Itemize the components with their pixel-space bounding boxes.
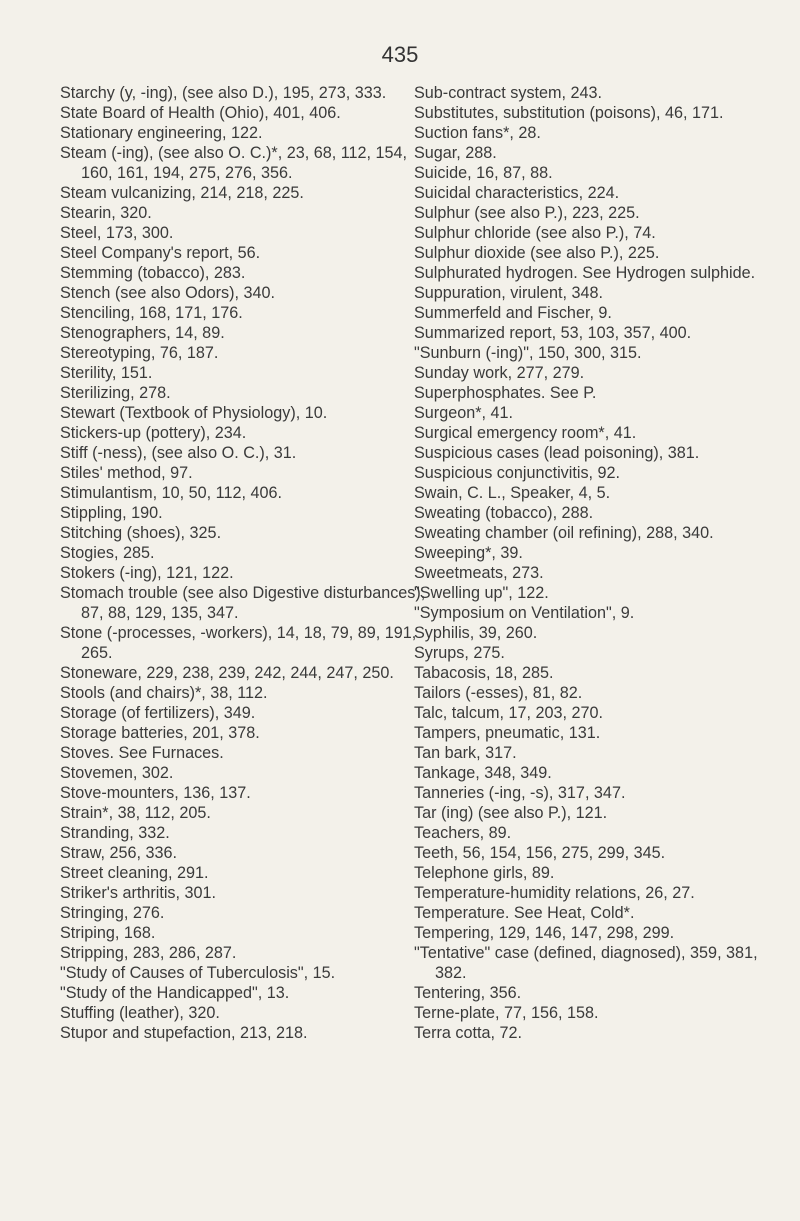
index-entry: Steel Company's report, 56. xyxy=(60,244,261,262)
index-entry: Steam (-ing), (see also O. C.)*, 23, 68, 112, 154, 160, 161, 194, 275, 276, 356. xyxy=(60,144,407,182)
index-entry: Terra cotta, 72. xyxy=(414,1024,522,1042)
index-entry: Stranding, 332. xyxy=(60,824,170,842)
index-entry: Stationary engineering, 122. xyxy=(60,124,263,142)
index-entry: Tempering, 129, 146, 147, 298, 299. xyxy=(414,924,675,942)
index-entry: Stewart (Textbook of Physiology), 10. xyxy=(60,404,328,422)
index-entry: Stenographers, 14, 89. xyxy=(60,324,225,342)
index-entry: Tampers, pneumatic, 131. xyxy=(414,724,601,742)
index-entry: Stitching (shoes), 325. xyxy=(60,524,222,542)
index-entry: Sweating (tobacco), 288. xyxy=(414,504,594,522)
index-entry: Stools (and chairs)*, 38, 112. xyxy=(60,684,268,702)
index-entry: Stone (-processes, -workers), 14, 18, 79, 89, 191, 265. xyxy=(60,624,417,662)
index-entry: Storage (of fertilizers), 349. xyxy=(60,704,256,722)
index-entry: Sterilizing, 278. xyxy=(60,384,171,402)
index-entry: Sulphurated hydrogen. See Hydrogen sulphide. xyxy=(414,264,756,282)
index-entry: Tankage, 348, 349. xyxy=(414,764,552,782)
index-entry: Starchy (y, -ing), (see also D.), 195, 273, 333. xyxy=(60,84,387,102)
index-entry: Teeth, 56, 154, 156, 275, 299, 345. xyxy=(414,844,666,862)
index-entry: Telephone girls, 89. xyxy=(414,864,555,882)
index-column-right xyxy=(414,83,784,1043)
index-entry: "Swelling up", 122. xyxy=(414,584,549,602)
index-entry: Summarized report, 53, 103, 357, 400. xyxy=(414,324,692,342)
index-entry: Storage batteries, 201, 378. xyxy=(60,724,260,742)
index-entry: Sulphur (see also P.), 223, 225. xyxy=(414,204,640,222)
index-entry: Stimulantism, 10, 50, 112, 406. xyxy=(60,484,282,502)
index-entry: Suicide, 16, 87, 88. xyxy=(414,164,553,182)
index-entry: Stereotyping, 76, 187. xyxy=(60,344,219,362)
index-entry: Sterility, 151. xyxy=(60,364,153,382)
index-entry: Swain, C. L., Speaker, 4, 5. xyxy=(414,484,611,502)
index-entry: Substitutes, substitution (poisons), 46, 171. xyxy=(414,104,724,122)
index-entry: Temperature. See Heat, Cold*. xyxy=(414,904,635,922)
index-entry: Stupor and stupefaction, 213, 218. xyxy=(60,1024,308,1042)
index-entry: Sweetmeats, 273. xyxy=(414,564,544,582)
index-entry: Stiles' method, 97. xyxy=(60,464,193,482)
index-entry: Tailors (-esses), 81, 82. xyxy=(414,684,583,702)
index-entry: Sunday work, 277, 279. xyxy=(414,364,585,382)
index-entry: Stoneware, 229, 238, 239, 242, 244, 247, 250. xyxy=(60,664,394,682)
index-entry: Stovemen, 302. xyxy=(60,764,174,782)
index-entry: Tabacosis, 18, 285. xyxy=(414,664,554,682)
index-entry: "Sunburn (-ing)", 150, 300, 315. xyxy=(414,344,642,362)
index-entry: "Study of Causes of Tuberculosis", 15. xyxy=(60,964,336,982)
index-entry: Sweating chamber (oil refining), 288, 340. xyxy=(414,524,714,542)
index-entry: Surgical emergency room*, 41. xyxy=(414,424,637,442)
index-entry: Stomach trouble (see also Digestive disturbances), 87, 88, 129, 135, 347. xyxy=(60,584,426,622)
index-column-left xyxy=(60,83,430,1043)
index-entry: "Symposium on Ventilation", 9. xyxy=(414,604,635,622)
index-entry: Stokers (-ing), 121, 122. xyxy=(60,564,234,582)
index-entry: Sub-contract system, 243. xyxy=(414,84,603,102)
index-entry: Teachers, 89. xyxy=(414,824,512,842)
index-entry: Street cleaning, 291. xyxy=(60,864,209,882)
index-entry: Stove-mounters, 136, 137. xyxy=(60,784,251,802)
index-entry: Surgeon*, 41. xyxy=(414,404,513,422)
index-entry: Stogies, 285. xyxy=(60,544,155,562)
index-entry: "Study of the Handicapped", 13. xyxy=(60,984,290,1002)
index-entry: Tar (ing) (see also P.), 121. xyxy=(414,804,608,822)
index-entry: Summerfeld and Fischer, 9. xyxy=(414,304,612,322)
index-entry: Stringing, 276. xyxy=(60,904,165,922)
index-entry: Striker's arthritis, 301. xyxy=(60,884,217,902)
index-entry: Stiff (-ness), (see also O. C.), 31. xyxy=(60,444,297,462)
index-entry: Sweeping*, 39. xyxy=(414,544,523,562)
index-entry: Stickers-up (pottery), 234. xyxy=(60,424,247,442)
index-entry: Superphosphates. See P. xyxy=(414,384,597,402)
index-entry: Suspicious conjunctivitis, 92. xyxy=(414,464,621,482)
index-entry: Tan bark, 317. xyxy=(414,744,517,762)
index-entry: Syrups, 275. xyxy=(414,644,505,662)
index-entry: Tentering, 356. xyxy=(414,984,522,1002)
index-entry: Stenciling, 168, 171, 176. xyxy=(60,304,243,322)
index-entry: Strain*, 38, 112, 205. xyxy=(60,804,211,822)
index-entry: Suspicious cases (lead poisoning), 381. xyxy=(414,444,700,462)
index-entry: Stemming (tobacco), 283. xyxy=(60,264,246,282)
index-entry: Sulphur dioxide (see also P.), 225. xyxy=(414,244,660,262)
index-entry: Stippling, 190. xyxy=(60,504,163,522)
index-entry: State Board of Health (Ohio), 401, 406. xyxy=(60,104,341,122)
page-number: 435 xyxy=(381,42,419,67)
index-entry: Sugar, 288. xyxy=(414,144,497,162)
index-entry: Stench (see also Odors), 340. xyxy=(60,284,276,302)
index-entry: Striping, 168. xyxy=(60,924,156,942)
index-entry: Stripping, 283, 286, 287. xyxy=(60,944,237,962)
index-entry: Steam vulcanizing, 214, 218, 225. xyxy=(60,184,304,202)
index-entry: Suicidal characteristics, 224. xyxy=(414,184,620,202)
index-entry: Stearin, 320. xyxy=(60,204,152,222)
index-entry: Talc, talcum, 17, 203, 270. xyxy=(414,704,603,722)
index-entry: Sulphur chloride (see also P.), 74. xyxy=(414,224,656,242)
index-entry: Steel, 173, 300. xyxy=(60,224,174,242)
index-entry: Suction fans*, 28. xyxy=(414,124,541,142)
index-entry: Straw, 256, 336. xyxy=(60,844,177,862)
index-entry: Stoves. See Furnaces. xyxy=(60,744,224,762)
index-entry: Terne-plate, 77, 156, 158. xyxy=(414,1004,599,1022)
index-entry: Temperature-humidity relations, 26, 27. xyxy=(414,884,695,902)
index-entry: "Tentative" case (defined, diagnosed), 359, 381, 382. xyxy=(414,944,758,982)
index-entry: Syphilis, 39, 260. xyxy=(414,624,538,642)
index-entry: Suppuration, virulent, 348. xyxy=(414,284,603,302)
index-entry: Tanneries (-ing, -s), 317, 347. xyxy=(414,784,626,802)
index-entry: Stuffing (leather), 320. xyxy=(60,1004,220,1022)
